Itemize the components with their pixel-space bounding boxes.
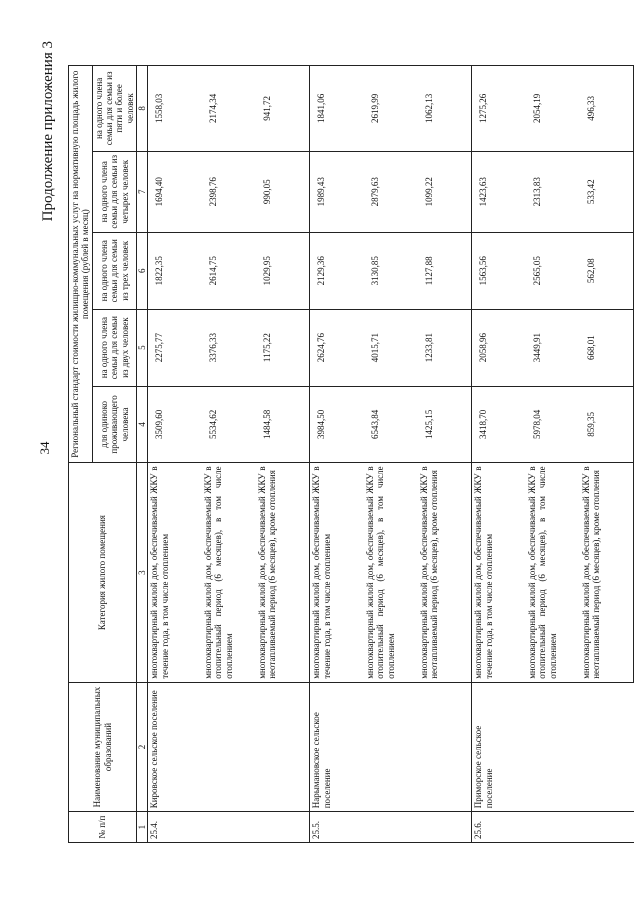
value-cell: 1484,58 bbox=[256, 386, 310, 463]
value-cell: 1127,88 bbox=[418, 232, 472, 309]
value-cell: 941,72 bbox=[256, 66, 310, 152]
header-municipality: Наименование муниципальных образований bbox=[69, 682, 137, 811]
rotated-page bbox=[0, 5, 620, 905]
value-cell: 2275,77 bbox=[148, 309, 202, 386]
row-number: 25.6. bbox=[472, 812, 634, 843]
tariff-table bbox=[68, 65, 634, 843]
value-cell: 2398,76 bbox=[202, 151, 256, 232]
table-row bbox=[472, 66, 526, 843]
value-cell: 4015,71 bbox=[364, 309, 418, 386]
header-sub: на одного члена семьи для семьи из двух человек bbox=[92, 309, 136, 386]
header-sub: на одного члена семьи для семьи из четырех человек bbox=[92, 151, 136, 232]
column-number: 8 bbox=[137, 66, 148, 152]
column-number: 7 bbox=[137, 151, 148, 232]
value-cell: 1694,40 bbox=[148, 151, 202, 232]
value-cell: 859,35 bbox=[580, 386, 634, 463]
table-row bbox=[148, 66, 202, 843]
value-cell: 1989,43 bbox=[310, 151, 364, 232]
category-cell: многоквартирный жилой дом, обеспечиваемый ЖКУ в отопительный период (6 месяцев), в том числе отоплением bbox=[364, 463, 418, 682]
value-cell: 2054,19 bbox=[526, 66, 580, 152]
value-cell: 2619,99 bbox=[364, 66, 418, 152]
value-cell: 3376,33 bbox=[202, 309, 256, 386]
category-cell: многоквартирный жилой дом, обеспечиваемый ЖКУ в течение года, в том числе отоплением bbox=[472, 463, 526, 682]
value-cell: 1099,22 bbox=[418, 151, 472, 232]
category-cell: многоквартирный жилой дом, обеспечиваемый ЖКУ в отопительный период (6 месяцев), в том числе отоплением bbox=[526, 463, 580, 682]
category-cell: многоквартирный жилой дом, обеспечиваемый ЖКУ в течение года, в том числе отоплением bbox=[148, 463, 202, 682]
category-cell: многоквартирный жилой дом, обеспечиваемый ЖКУ в неотапливаемый период (6 месяцев), кроме отопления bbox=[418, 463, 472, 682]
category-cell: многоквартирный жилой дом, обеспечиваемый ЖКУ в неотапливаемый период (6 месяцев), кроме отопления bbox=[256, 463, 310, 682]
header-sub: для одиноко проживающего человека bbox=[92, 386, 136, 463]
column-number: 2 bbox=[137, 682, 148, 811]
value-cell: 562,08 bbox=[580, 232, 634, 309]
value-cell: 496,33 bbox=[580, 66, 634, 152]
value-cell: 2614,75 bbox=[202, 232, 256, 309]
value-cell: 2624,76 bbox=[310, 309, 364, 386]
value-cell: 3449,91 bbox=[526, 309, 580, 386]
value-cell: 3130,85 bbox=[364, 232, 418, 309]
category-cell: многоквартирный жилой дом, обеспечиваемый ЖКУ в течение года, в том числе отоплением bbox=[310, 463, 364, 682]
value-cell: 5534,62 bbox=[202, 386, 256, 463]
column-number: 1 bbox=[137, 812, 148, 843]
header-standard-group: Региональный стандарт стоимости жилищно-коммунальных услуг на нормативную площадь жилого помещения (рублей в месяц) bbox=[69, 66, 93, 463]
header-sub: на одного члена семьи для семьи из трех человек bbox=[92, 232, 136, 309]
value-cell: 533,42 bbox=[580, 151, 634, 232]
value-cell: 3509,60 bbox=[148, 386, 202, 463]
municipality-name: Приморское сельское поселение bbox=[472, 682, 634, 811]
header-no: № п/п bbox=[69, 812, 137, 843]
table-row bbox=[310, 66, 364, 843]
value-cell: 1558,03 bbox=[148, 66, 202, 152]
value-cell: 2565,05 bbox=[526, 232, 580, 309]
value-cell: 1029,95 bbox=[256, 232, 310, 309]
value-cell: 1233,81 bbox=[418, 309, 472, 386]
value-cell: 3984,50 bbox=[310, 386, 364, 463]
value-cell: 2129,36 bbox=[310, 232, 364, 309]
value-cell: 1175,22 bbox=[256, 309, 310, 386]
municipality-name: Нарымановское сельское поселение bbox=[310, 682, 472, 811]
municipality-name: Кировское сельское поселение bbox=[148, 682, 310, 811]
value-cell: 5978,04 bbox=[526, 386, 580, 463]
value-cell: 2174,34 bbox=[202, 66, 256, 152]
value-cell: 1275,26 bbox=[472, 66, 526, 152]
header-category: Категория жилого помещения bbox=[69, 463, 137, 682]
value-cell: 1822,35 bbox=[148, 232, 202, 309]
value-cell: 2313,83 bbox=[526, 151, 580, 232]
value-cell: 2058,96 bbox=[472, 309, 526, 386]
header-sub: на одного члена семьи для семьи из пяти и более человек bbox=[92, 66, 136, 152]
column-number: 6 bbox=[137, 232, 148, 309]
value-cell: 6543,84 bbox=[364, 386, 418, 463]
value-cell: 1563,56 bbox=[472, 232, 526, 309]
document-title: Продолжение приложения 3 bbox=[40, 41, 56, 222]
row-number: 25.5. bbox=[310, 812, 472, 843]
value-cell: 668,01 bbox=[580, 309, 634, 386]
value-cell: 1841,06 bbox=[310, 66, 364, 152]
column-number: 3 bbox=[137, 463, 148, 682]
category-cell: многоквартирный жилой дом, обеспечиваемый ЖКУ в неотапливаемый период (6 месяцев), кроме отопления bbox=[580, 463, 634, 682]
value-cell: 2879,63 bbox=[364, 151, 418, 232]
value-cell: 3418,70 bbox=[472, 386, 526, 463]
value-cell: 1062,13 bbox=[418, 66, 472, 152]
page-number: 34 bbox=[37, 441, 52, 455]
row-number: 25.4. bbox=[148, 812, 310, 843]
value-cell: 1423,63 bbox=[472, 151, 526, 232]
value-cell: 990,05 bbox=[256, 151, 310, 232]
value-cell: 1425,15 bbox=[418, 386, 472, 463]
column-number: 4 bbox=[137, 386, 148, 463]
category-cell: многоквартирный жилой дом, обеспечиваемый ЖКУ в отопительный период (6 месяцев), в том числе отоплением bbox=[202, 463, 256, 682]
column-number: 5 bbox=[137, 309, 148, 386]
